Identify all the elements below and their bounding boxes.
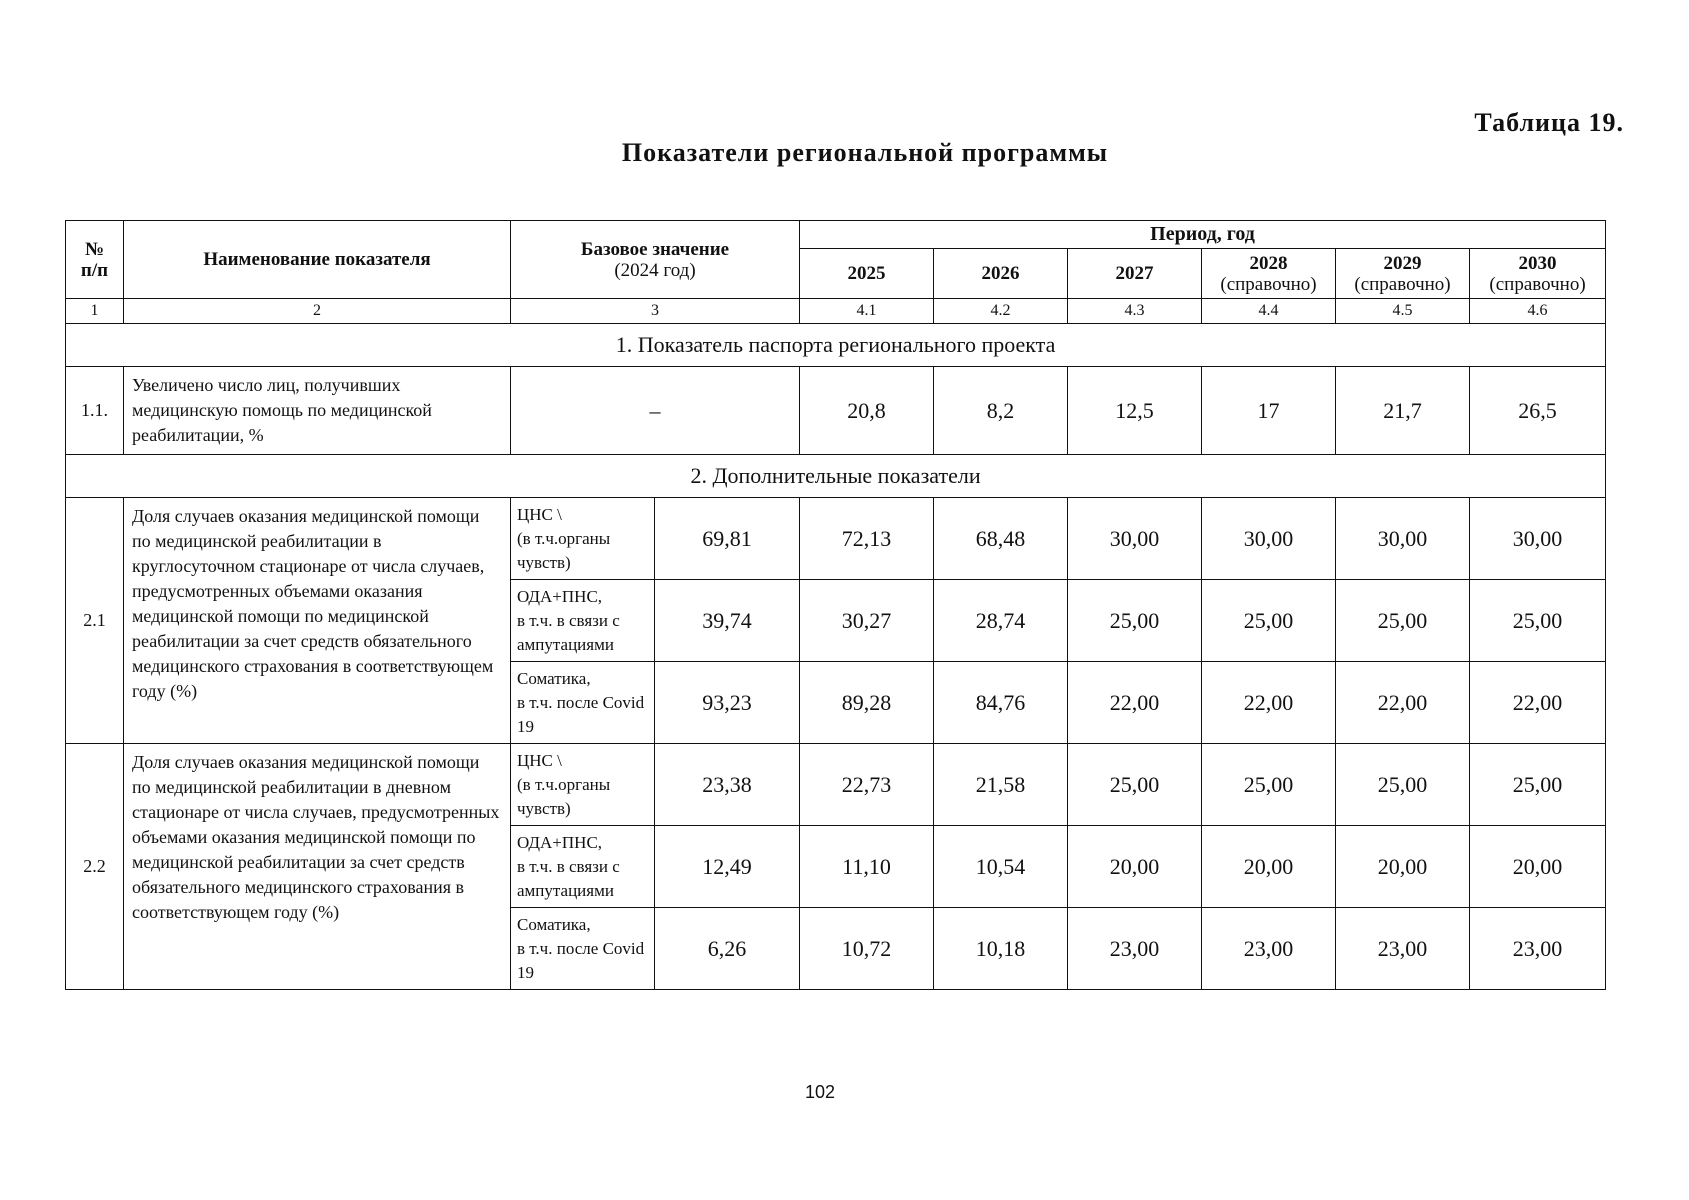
year-value: 30,00 [1336,498,1470,580]
base-value: 6,26 [655,908,800,990]
year-value: 10,72 [800,908,934,990]
column-number: 4.1 [800,299,934,324]
header-year-label: 2029 [1383,252,1422,274]
header-year-2026 [934,249,1068,299]
year-value: 25,00 [1068,580,1202,662]
year-value: 23,00 [1470,908,1606,990]
column-number: 4.6 [1470,299,1606,324]
document-title: Показатели региональной программы [621,138,1109,167]
base-value: – [511,367,800,455]
sub-category: ОДА+ПНС, в т.ч. в связи с ампутациями [511,580,655,662]
year-value: 25,00 [1336,744,1470,826]
sub-category: ОДА+ПНС, в т.ч. в связи с ампутациями [511,826,655,908]
base-value: 69,81 [655,498,800,580]
sub-category: ЦНС \ (в т.ч.органы чувств) [511,744,655,826]
header-year-label: 2028 [1249,252,1288,274]
header-year-2025 [800,249,934,299]
header-year-note: (справочно) [1354,273,1451,295]
year-value: 25,00 [1202,580,1336,662]
section-2-row [66,455,1606,498]
header-base-label: Базовое значение [580,238,730,260]
year-value: 20,00 [1202,826,1336,908]
year-value: 26,5 [1470,367,1606,455]
base-value: 39,74 [655,580,800,662]
column-number: 4.4 [1202,299,1336,324]
header-year-label: 2026 [981,263,1020,284]
year-value: 12,5 [1068,367,1202,455]
year-value: 25,00 [1068,744,1202,826]
column-number: 2 [124,299,511,324]
year-value: 89,28 [800,662,934,744]
header-year-2030 [1470,249,1606,299]
table-row [66,744,1606,826]
header-year-label: 2025 [847,263,886,284]
header-year-2029 [1336,249,1470,299]
year-value: 23,00 [1068,908,1202,990]
table-label: Таблица 19. [1474,108,1624,137]
header-year-2028 [1202,249,1336,299]
year-value: 22,00 [1202,662,1336,744]
indicator-number: 2.2 [66,744,124,990]
base-value: 12,49 [655,826,800,908]
header-year-note: (справочно) [1220,273,1317,295]
header-col-number: № п/п [66,221,124,299]
indicator-name: Увеличено число лиц, получивших медицинскую помощь по медицинской реабилитации, % [124,367,511,455]
header-year-label: 2027 [1115,263,1154,284]
column-number: 4.5 [1336,299,1470,324]
column-number: 4.3 [1068,299,1202,324]
year-value: 22,00 [1336,662,1470,744]
year-value: 20,00 [1336,826,1470,908]
indicator-number: 1.1. [66,367,124,455]
base-value: 93,23 [655,662,800,744]
year-value: 22,73 [800,744,934,826]
column-number: 1 [66,299,124,324]
year-value: 25,00 [1336,580,1470,662]
indicators-table [65,220,1606,990]
year-value: 30,00 [1470,498,1606,580]
year-value: 30,00 [1202,498,1336,580]
year-value: 8,2 [934,367,1068,455]
year-value: 30,00 [1068,498,1202,580]
table-row [66,367,1606,455]
year-value: 68,48 [934,498,1068,580]
indicator-name: Доля случаев оказания медицинской помощи по медицинской реабилитации в круглосуточном стационаре от числа случаев, предусмотренных объемами оказания медицинской помощи по медицинской реабилитации за счет средств обязательного медицинского страхования в соответствующем году (%) [124,498,511,744]
section-2-title: 2. Дополнительные показатели [66,455,1606,498]
year-value: 72,13 [800,498,934,580]
header-year-label: 2030 [1518,252,1557,274]
year-value: 25,00 [1202,744,1336,826]
year-value: 22,00 [1470,662,1606,744]
year-value: 22,00 [1068,662,1202,744]
year-value: 23,00 [1336,908,1470,990]
table-row [66,498,1606,580]
year-value: 10,54 [934,826,1068,908]
year-value: 21,58 [934,744,1068,826]
column-number: 3 [511,299,800,324]
year-value: 25,00 [1470,744,1606,826]
year-value: 20,00 [1068,826,1202,908]
year-value: 23,00 [1202,908,1336,990]
header-col-base [511,221,800,299]
sub-category: Соматика, в т.ч. после Covid 19 [511,908,655,990]
indicator-number: 2.1 [66,498,124,744]
column-number: 4.2 [934,299,1068,324]
year-value: 30,27 [800,580,934,662]
year-value: 25,00 [1470,580,1606,662]
section-1-row [66,324,1606,367]
section-1-title: 1. Показатель паспорта регионального проекта [66,324,1606,367]
year-value: 28,74 [934,580,1068,662]
year-value: 21,7 [1336,367,1470,455]
header-year-2027 [1068,249,1202,299]
year-value: 11,10 [800,826,934,908]
year-value: 20,00 [1470,826,1606,908]
header-col-name: Наименование показателя [124,221,511,299]
year-value: 10,18 [934,908,1068,990]
indicator-name: Доля случаев оказания медицинской помощи по медицинской реабилитации в дневном стационаре от числа случаев, предусмотренных объемами оказания медицинской помощи по медицинской реабилитации за счет средств обязательного медицинского страхования в соответствующем году (%) [124,744,511,990]
sub-category: ЦНС \ (в т.ч.органы чувств) [511,498,655,580]
header-base-year: (2024 год) [614,259,696,281]
year-value: 17 [1202,367,1336,455]
header-period: Период, год [800,221,1606,249]
sub-category: Соматика, в т.ч. после Covid 19 [511,662,655,744]
header-year-note: (справочно) [1489,273,1586,295]
base-value: 23,38 [655,744,800,826]
year-value: 84,76 [934,662,1068,744]
year-value: 20,8 [800,367,934,455]
page-number: 102 [804,1082,836,1102]
